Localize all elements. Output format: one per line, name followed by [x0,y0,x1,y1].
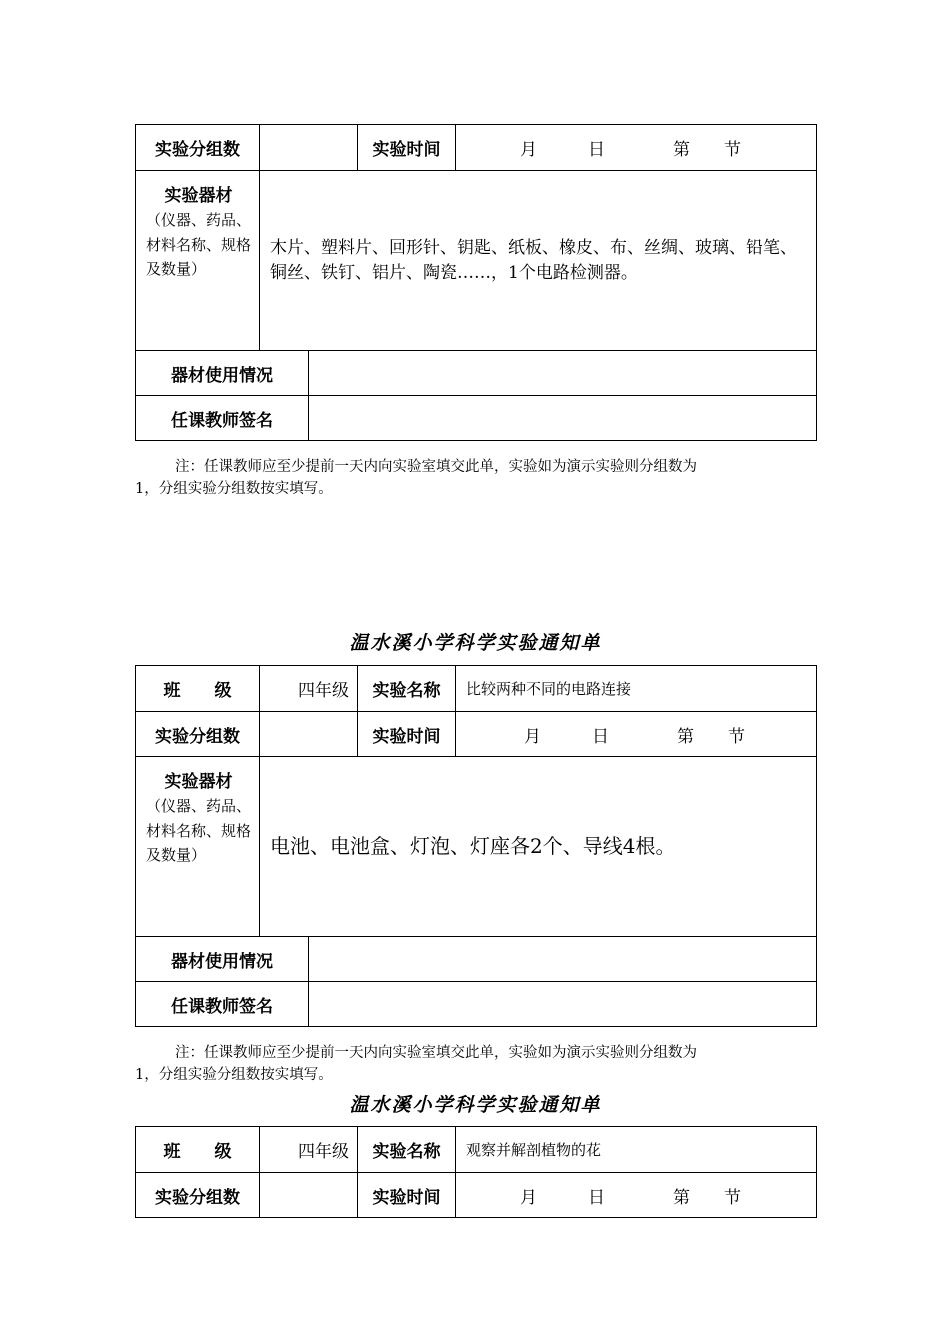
form-3-table [135,1126,817,1218]
form-1-table [135,124,817,441]
exp-time-field[interactable] [456,125,817,171]
group-count-field[interactable] [260,125,358,171]
class-field[interactable]: 四年级 [260,666,358,712]
form-title: 温水溪小学科学实验通知单 [349,1094,602,1116]
teacher-sign-label: 任课教师签名 [136,396,309,441]
group-count-label: 实验分组数 [136,125,260,171]
equipment-subtitle: （仪器、药品、材料名称、规格及数量） [146,797,252,864]
exp-time-field[interactable] [456,712,817,757]
exp-time-label: 实验时间 [358,125,456,171]
exp-time-value: 月 日 第 节 [524,726,745,747]
note-line-2: 1，分组实验分组数按实填写。 [135,481,333,497]
equipment-label [136,171,260,351]
form-3 [135,1126,816,1218]
exp-name-label: 实验名称 [358,1127,456,1173]
teacher-sign-field[interactable] [309,396,817,441]
equipment-field[interactable]: 木片、塑料片、回形针、钥匙、纸板、橡皮、布、丝绸、玻璃、铅笔、铜丝、铁钉、铝片、陶瓷……，1个电路检测器。 [260,171,817,351]
form-2-table [135,665,817,1027]
class-label: 班 级 [136,1127,260,1173]
form-2 [135,665,816,1027]
note-line-1: 注：任课教师应至少提前一天内向实验室填交此单，实验如为演示实验则分组数为 [175,1045,697,1061]
note-2 [135,1042,816,1086]
usage-label: 器材使用情况 [136,351,309,396]
class-label: 班 级 [136,666,260,712]
usage-label: 器材使用情况 [136,937,309,982]
exp-name-field[interactable]: 比较两种不同的电路连接 [456,666,817,712]
form-title: 温水溪小学科学实验通知单 [349,632,602,654]
usage-field[interactable] [309,351,817,396]
exp-time-label: 实验时间 [358,712,456,757]
equipment-title: 实验器材 [164,186,233,206]
class-field[interactable]: 四年级 [260,1127,358,1173]
exp-name-field[interactable]: 观察并解剖植物的花 [456,1127,817,1173]
form-1 [135,124,816,441]
group-count-field[interactable] [260,1173,358,1218]
group-count-label: 实验分组数 [136,1173,260,1218]
exp-name-label: 实验名称 [358,666,456,712]
equipment-title: 实验器材 [164,772,233,792]
exp-time-field[interactable] [456,1173,817,1218]
note-1 [135,456,816,500]
exp-time-value: 月 日 第 节 [520,140,741,160]
note-line-2: 1，分组实验分组数按实填写。 [135,1067,333,1083]
group-count-field[interactable] [260,712,358,757]
equipment-field[interactable]: 电池、电池盒、灯泡、灯座各2个、导线4根。 [260,757,817,937]
group-count-label: 实验分组数 [136,712,260,757]
exp-time-label: 实验时间 [358,1173,456,1218]
note-line-1: 注：任课教师应至少提前一天内向实验室填交此单，实验如为演示实验则分组数为 [175,459,697,475]
usage-field[interactable] [309,937,817,982]
equipment-label [136,757,260,937]
exp-time-value: 月 日 第 节 [520,1187,741,1208]
teacher-sign-label: 任课教师签名 [136,982,309,1027]
equipment-subtitle: （仪器、药品、材料名称、规格及数量） [146,211,252,278]
teacher-sign-field[interactable] [309,982,817,1027]
